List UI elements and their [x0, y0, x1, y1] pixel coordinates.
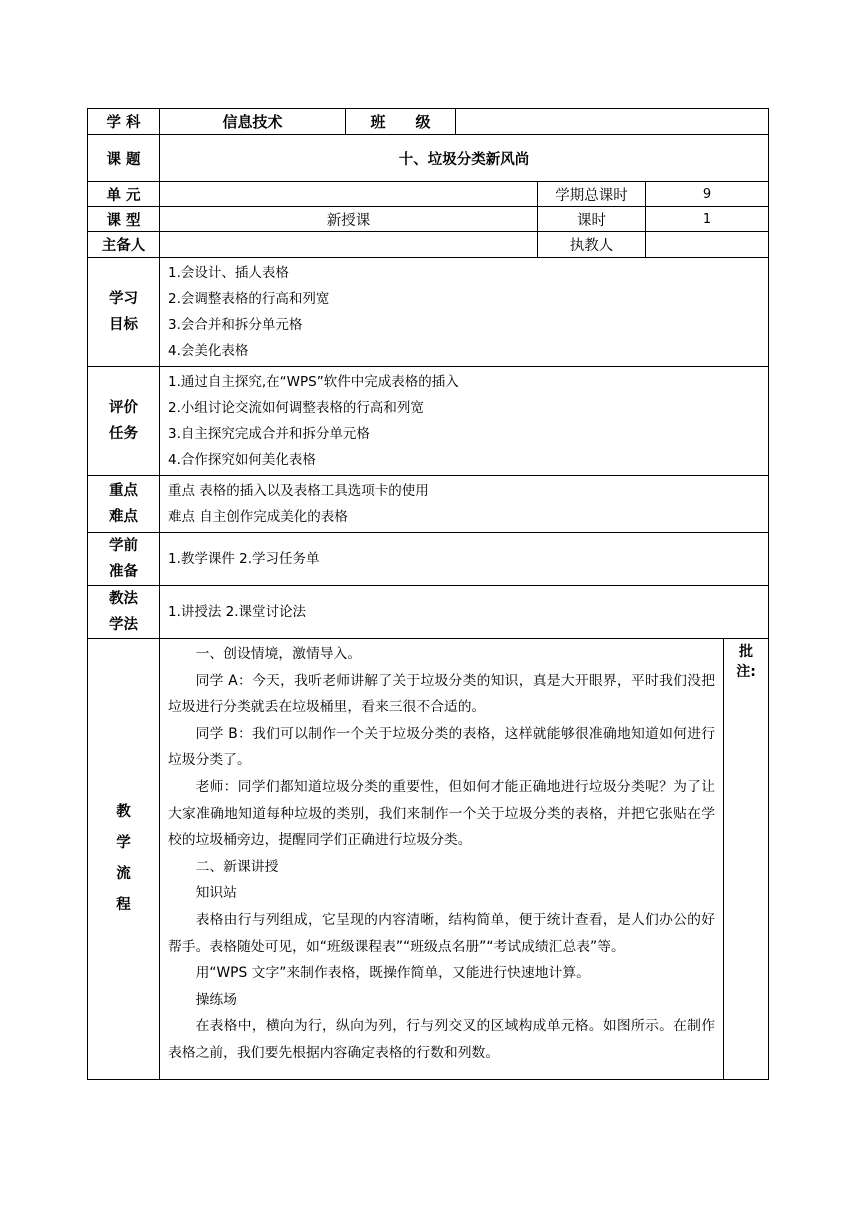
- process-paragraph: 用“WPS 文字”来制作表格，既操作简单，又能进行快速地计算。: [195, 965, 590, 982]
- evaluation-list: [160, 367, 769, 476]
- goals-list: [160, 258, 769, 367]
- preparation-row: [88, 533, 769, 586]
- goals-label-line2: 目标: [109, 317, 138, 333]
- subject-label: 学 科: [88, 109, 160, 135]
- goal-item: 2.会调整表格的行高和列宽: [168, 291, 330, 307]
- hours-label: 课时: [538, 207, 646, 232]
- teacher-label: 执教人: [538, 232, 646, 258]
- topic-label: 课 题: [88, 135, 160, 182]
- process-paragraph: 知识站: [195, 885, 237, 902]
- process-paragraph: 同学 B：我们可以制作一个关于垃圾分类的表格，这样就能够很准确地知道如何进行垃圾分类了。: [168, 725, 715, 769]
- process-paragraph: 表格由行与列组成，它呈现的内容清晰，结构简单，便于统计查看，是人们办公的好帮手。表格随处可见，如“班级课程表”“班级点名册”“考试成绩汇总表”等。: [168, 911, 715, 955]
- goals-row: [88, 258, 769, 367]
- unit-value: [160, 182, 538, 207]
- process-label-char: 流: [116, 866, 131, 882]
- process-paragraph: 一、创设情境，激情导入。: [195, 646, 362, 662]
- process-paragraph: 老师：同学们都知道垃圾分类的重要性，但如何才能正确地进行垃圾分类呢？为了让大家准确地知道每种垃圾的类别，我们来制作一个关于垃圾分类的表格，并把它张贴在学校的垃圾桶旁边，提醒同学们正确进行垃圾分类。: [168, 778, 715, 849]
- class-label: 班 级: [346, 109, 456, 135]
- goals-label-line1: 学习: [109, 291, 138, 307]
- goal-item: 1.会设计、插人表格: [168, 265, 289, 281]
- teacher-value: [646, 232, 769, 258]
- methods-row: [88, 586, 769, 639]
- total-hours-label: 学期总课时: [538, 182, 646, 207]
- subject-value: 信息技术: [160, 109, 346, 135]
- key-points-label: [88, 476, 160, 533]
- preparation-label-line1: 学前: [109, 538, 138, 554]
- topic-row: [88, 135, 769, 182]
- key-point-item: 难点 自主创作完成美化的表格: [168, 509, 348, 525]
- preparation-label-line2: 准备: [109, 564, 138, 580]
- evaluation-label: [88, 367, 160, 476]
- preparer-value: [160, 232, 538, 258]
- methods-label: [88, 586, 160, 639]
- process-label-char: 程: [116, 897, 131, 913]
- process-paragraph: 在表格中，横向为行，纵向为列，行与列交叉的区域构成单元格。如图所示。在制作表格之前，我们要先根据内容确定表格的行数和列数。: [168, 1018, 715, 1061]
- process-row: [88, 639, 769, 1080]
- goals-label: [88, 258, 160, 367]
- process-label-char: 学: [116, 835, 131, 851]
- evaluation-label-line1: 评价: [109, 400, 138, 416]
- process-label-char: 教: [116, 804, 131, 820]
- preparation-label: [88, 533, 160, 586]
- methods-label-line2: 学法: [109, 617, 138, 633]
- hours-value: 1: [646, 207, 769, 232]
- goal-item: 4.会美化表格: [168, 343, 249, 359]
- process-paragraph: 二、新课讲授: [195, 858, 279, 875]
- subject-row: [88, 109, 769, 135]
- lesson-plan-table: [87, 108, 769, 1080]
- process-paragraph: 操练场: [195, 991, 237, 1008]
- evaluation-item: 2.小组讨论交流如何调整表格的行高和列宽: [168, 400, 424, 416]
- process-label: [88, 639, 160, 1080]
- process-body: [160, 639, 724, 1080]
- goal-item: 3.会合并和拆分单元格: [168, 317, 303, 333]
- preparer-row: [88, 232, 769, 258]
- key-points-row: [88, 476, 769, 533]
- key-points-list: [160, 476, 769, 533]
- topic-value: 十、垃圾分类新风尚: [160, 135, 769, 182]
- process-paragraph: 同学 A：今天，我听老师讲解了关于垃圾分类的知识，真是大开眼界，平时我们没把垃圾进行分类就丢在垃圾桶里，看来三很不合适的。: [168, 672, 715, 716]
- evaluation-item: 4.合作探究如何美化表格: [168, 452, 316, 468]
- total-hours-value: 9: [646, 182, 769, 207]
- preparer-label: 主备人: [88, 232, 160, 258]
- evaluation-label-line2: 任务: [109, 426, 138, 442]
- unit-row: [88, 182, 769, 207]
- class-value: [456, 109, 769, 135]
- evaluation-row: [88, 367, 769, 476]
- methods-value: 1.讲授法 2.课堂讨论法: [160, 586, 769, 639]
- key-points-label-line1: 重点: [109, 483, 138, 499]
- evaluation-item: 1.通过自主探究,在“WPS”软件中完成表格的插入: [168, 374, 459, 390]
- key-point-item: 重点 表格的插入以及表格工具选项卡的使用: [168, 483, 429, 499]
- key-points-label-line2: 难点: [109, 509, 138, 525]
- methods-label-line1: 教法: [109, 591, 138, 607]
- type-value: 新授课: [160, 207, 538, 232]
- type-row: [88, 207, 769, 232]
- evaluation-item: 3.自主探究完成合并和拆分单元格: [168, 426, 370, 442]
- unit-label: 单 元: [88, 182, 160, 207]
- preparation-value: 1.教学课件 2.学习任务单: [160, 533, 769, 586]
- type-label: 课 型: [88, 207, 160, 232]
- note-column: 批 注:: [724, 639, 769, 1080]
